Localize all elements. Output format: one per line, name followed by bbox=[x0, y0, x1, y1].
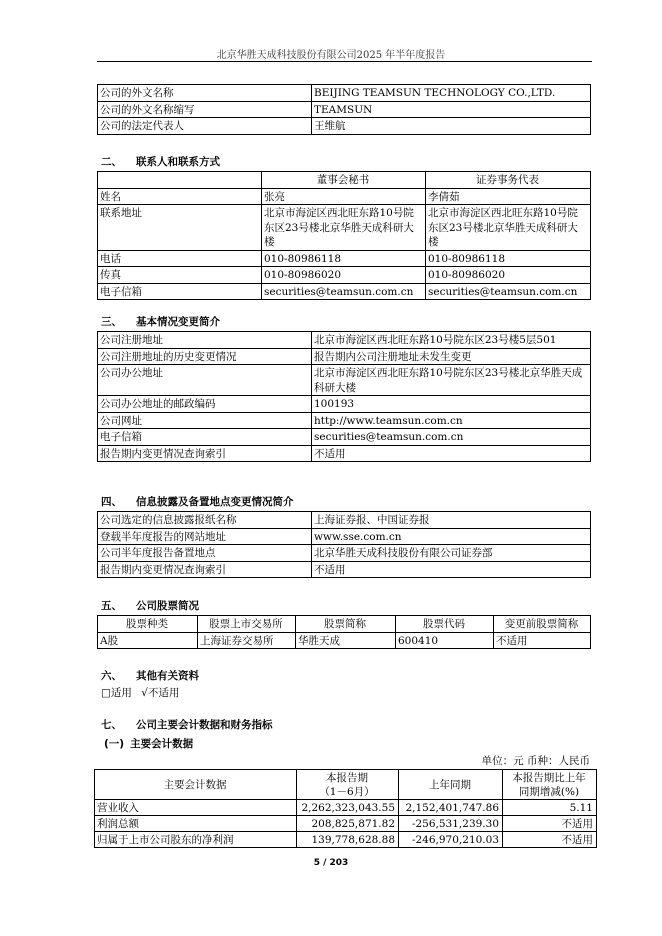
option-not-applicable: √不适用 bbox=[141, 687, 180, 699]
section-3-heading bbox=[101, 314, 234, 329]
prior-value: -246,970,210.03 bbox=[399, 832, 503, 848]
row-value: 北京市海淀区西北旺东路10号院东区23号楼5层501 bbox=[312, 332, 591, 349]
stock-type: A股 bbox=[98, 632, 198, 649]
row-label: 电话 bbox=[98, 250, 262, 267]
col-header: 股票上市交易所 bbox=[198, 616, 296, 633]
row-item: 营业收入 bbox=[95, 800, 297, 816]
current-value: 139,778,628.88 bbox=[297, 832, 399, 848]
secretary-value: securities@teamsun.com.cn bbox=[262, 283, 426, 300]
table-row bbox=[98, 283, 591, 300]
col-header: 股票代码 bbox=[396, 616, 494, 633]
row-label: 公司半年度报告备置地点 bbox=[98, 545, 312, 562]
page-number: 5 / 203 bbox=[313, 858, 349, 868]
rep-value: 010-80986020 bbox=[426, 267, 591, 284]
page-header: 北京华胜天成科技股份有限公司2025 年半年度报告 bbox=[216, 50, 446, 61]
row-label: 公司选定的信息披露报纸名称 bbox=[98, 512, 312, 529]
section-title: 联系人和联系方式 bbox=[136, 156, 220, 168]
row-label: 公司注册地址 bbox=[98, 332, 312, 349]
row-value: 不适用 bbox=[312, 445, 591, 462]
table-row bbox=[98, 528, 591, 545]
row-label: 公司的法定代表人 bbox=[98, 118, 312, 135]
section-number: 五、 bbox=[101, 600, 122, 612]
section-title: 公司股票简况 bbox=[136, 600, 199, 612]
table-row bbox=[98, 85, 591, 102]
table-row bbox=[98, 172, 591, 189]
row-label: 报告期内变更情况查询索引 bbox=[98, 561, 312, 578]
table-row bbox=[98, 412, 591, 429]
row-value: 报告期内公司注册地址未发生变更 bbox=[312, 348, 591, 365]
table-row bbox=[98, 332, 591, 349]
row-label: 姓名 bbox=[98, 188, 262, 205]
section-6-heading bbox=[101, 668, 213, 683]
header-cell-empty bbox=[98, 172, 262, 189]
row-value: TEAMSUN bbox=[312, 101, 591, 118]
table-row bbox=[98, 188, 591, 205]
col-header-current bbox=[297, 770, 399, 800]
row-label: 传真 bbox=[98, 267, 262, 284]
col-header-change bbox=[503, 770, 597, 800]
table-row bbox=[98, 267, 591, 284]
section-title: 信息披露及备置地点变更情况简介 bbox=[136, 496, 294, 508]
section-number: 七、 bbox=[101, 719, 122, 731]
section-number: 四、 bbox=[101, 496, 122, 508]
secretary-value: 010-80986118 bbox=[262, 250, 426, 267]
row-label: 电子信箱 bbox=[98, 429, 312, 446]
table-row bbox=[98, 561, 591, 578]
secretary-value: 张亮 bbox=[262, 188, 426, 205]
col-header-item: 主要会计数据 bbox=[95, 770, 297, 800]
current-value: 2,262,323,043.55 bbox=[297, 800, 399, 816]
subsection-number: (一) bbox=[104, 738, 125, 750]
row-label: 公司办公地址 bbox=[98, 365, 312, 396]
previous-short-name: 不适用 bbox=[494, 632, 591, 649]
financial-table bbox=[94, 769, 597, 848]
table-row bbox=[95, 800, 597, 816]
col-header: 股票种类 bbox=[98, 616, 198, 633]
section-number: 二、 bbox=[101, 156, 122, 168]
section-number: 六、 bbox=[101, 670, 122, 682]
section-title: 公司主要会计数据和财务指标 bbox=[136, 719, 273, 731]
table-row bbox=[98, 512, 591, 529]
row-value: 北京华胜天成科技股份有限公司证券部 bbox=[312, 545, 591, 562]
col-header-prior: 上年同期 bbox=[399, 770, 503, 800]
row-item: 归属于上市公司股东的净利润 bbox=[95, 832, 297, 848]
table-row bbox=[95, 816, 597, 832]
table-row bbox=[98, 118, 591, 135]
table-row bbox=[98, 429, 591, 446]
table-row bbox=[98, 545, 591, 562]
rep-value: 李倩茹 bbox=[426, 188, 591, 205]
col-header-secretary: 董事会秘书 bbox=[262, 172, 426, 189]
table-row bbox=[98, 348, 591, 365]
row-label: 公司办公地址的邮政编码 bbox=[98, 396, 312, 413]
change-value: 不适用 bbox=[503, 832, 597, 848]
row-label: 公司网址 bbox=[98, 412, 312, 429]
change-value: 5.11 bbox=[503, 800, 597, 816]
row-value: 北京市海淀区西北旺东路10号院东区23号楼北京华胜天成科研大楼 bbox=[312, 365, 591, 396]
table-row bbox=[95, 770, 597, 800]
section-title: 基本情况变更简介 bbox=[136, 316, 220, 328]
row-value: BEIJING TEAMSUN TECHNOLOGY CO.,LTD. bbox=[312, 85, 591, 102]
rep-value: 北京市海淀区西北旺东路10号院东区23号楼北京华胜天成科研大楼 bbox=[426, 205, 591, 251]
col-header-rep: 证券事务代表 bbox=[426, 172, 591, 189]
row-label: 电子信箱 bbox=[98, 283, 262, 300]
stock-table bbox=[97, 615, 591, 649]
stock-code: 600410 bbox=[396, 632, 494, 649]
row-label: 联系地址 bbox=[98, 205, 262, 251]
col-header: 变更前股票简称 bbox=[494, 616, 591, 633]
table-row bbox=[95, 832, 597, 848]
col-header-change-line1: 本报告期比上年 bbox=[512, 772, 586, 784]
section-number: 三、 bbox=[101, 316, 122, 328]
row-item: 利润总额 bbox=[95, 816, 297, 832]
row-label: 登载半年度报告的网站地址 bbox=[98, 528, 312, 545]
secretary-value: 北京市海淀区西北旺东路10号院东区23号楼北京华胜天成科研大楼 bbox=[262, 205, 426, 251]
table-row bbox=[98, 632, 591, 649]
contact-table bbox=[97, 171, 591, 300]
unit-label: 单位：元 币种：人民币 bbox=[481, 755, 590, 767]
current-value: 208,825,871.82 bbox=[297, 816, 399, 832]
subsection-heading bbox=[104, 736, 207, 751]
secretary-value: 010-80986020 bbox=[262, 267, 426, 284]
row-value: 王维航 bbox=[312, 118, 591, 135]
col-header: 股票简称 bbox=[296, 616, 396, 633]
table-row bbox=[98, 101, 591, 118]
prior-value: 2,152,401,747.86 bbox=[399, 800, 503, 816]
row-label: 公司的外文名称缩写 bbox=[98, 101, 312, 118]
disclosure-table bbox=[97, 511, 591, 578]
rep-value: securities@teamsun.com.cn bbox=[426, 283, 591, 300]
rep-value: 010-80986118 bbox=[426, 250, 591, 267]
col-header-current-line1: 本报告期 bbox=[326, 772, 368, 784]
row-value: 不适用 bbox=[312, 561, 591, 578]
section-title: 其他有关资料 bbox=[136, 670, 199, 682]
stock-short-name: 华胜天成 bbox=[296, 632, 396, 649]
col-header-current-line2: （1－6月） bbox=[319, 786, 375, 798]
header-rule bbox=[97, 61, 592, 62]
section-5-heading bbox=[101, 598, 213, 613]
option-applicable: □适用 bbox=[101, 687, 132, 699]
change-value: 不适用 bbox=[503, 816, 597, 832]
section-2-heading bbox=[101, 154, 234, 169]
table-row bbox=[98, 205, 591, 251]
row-label: 公司注册地址的历史变更情况 bbox=[98, 348, 312, 365]
stock-exchange: 上海证券交易所 bbox=[198, 632, 296, 649]
table-row bbox=[98, 616, 591, 633]
row-value: 100193 bbox=[312, 396, 591, 413]
row-label: 公司的外文名称 bbox=[98, 85, 312, 102]
company-info-table bbox=[97, 84, 591, 135]
prior-value: -256,531,239.30 bbox=[399, 816, 503, 832]
applicability-options bbox=[101, 685, 179, 700]
row-label: 报告期内变更情况查询索引 bbox=[98, 445, 312, 462]
table-row bbox=[98, 250, 591, 267]
table-row bbox=[98, 396, 591, 413]
table-row bbox=[98, 365, 591, 396]
subsection-title: 主要会计数据 bbox=[130, 738, 194, 750]
row-value: www.sse.com.cn bbox=[312, 528, 591, 545]
section-7-heading bbox=[101, 717, 287, 732]
row-value: http://www.teamsun.com.cn bbox=[312, 412, 591, 429]
col-header-change-line2: 同期增减(%) bbox=[518, 786, 580, 798]
basic-info-table bbox=[97, 331, 591, 462]
table-row bbox=[98, 445, 591, 462]
row-value: securities@teamsun.com.cn bbox=[312, 429, 591, 446]
row-value: 上海证券报、中国证券报 bbox=[312, 512, 591, 529]
section-4-heading bbox=[101, 494, 308, 509]
